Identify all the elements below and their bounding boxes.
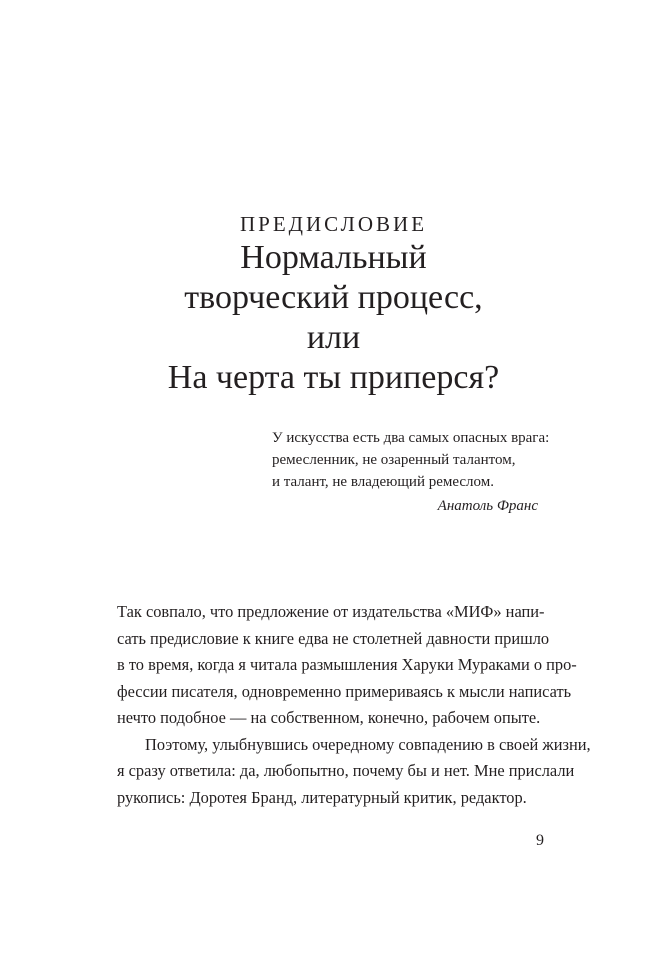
body-line: фессии писателя, одновременно примериваясь к мысли написать	[117, 681, 572, 701]
chapter-title-line-3: или	[306, 319, 361, 356]
body-line: я сразу ответила: да, любопытно, почему бы и нет. Мне прислали	[117, 761, 575, 780]
epigraph-author: Анатоль Франс	[437, 498, 538, 514]
chapter-header	[0, 210, 667, 398]
epigraph-line: У искусства есть два самых опасных врага:	[272, 430, 550, 446]
body-line: нечто подобное — на собственном, конечно, рабочем опыте.	[117, 708, 541, 727]
body-text	[117, 599, 591, 811]
epigraph-line: и талант, не владеющий ремеслом.	[272, 474, 494, 490]
epigraph	[272, 427, 550, 517]
body-line: рукопись: Доротея Бранд, литературный критик, редактор.	[117, 787, 527, 807]
chapter-title-line-4: На черта ты приперся?	[167, 359, 500, 396]
body-line: в то время, когда я читала размышления Харуки Мураками о про-	[117, 655, 577, 674]
chapter-title-line-2: творческий процесс,	[184, 279, 483, 316]
chapter-title-line-1: Нормальный	[240, 239, 427, 276]
page-number: 9	[536, 832, 544, 849]
body-line: сать предисловие к книге едва не столетней давности пришло	[117, 628, 550, 648]
epigraph-line: ремесленник, не озаренный талантом,	[272, 452, 516, 468]
body-line: Так совпало, что предложение от издательства «МИФ» напи-	[117, 602, 545, 621]
body-line: Поэтому, улыбнувшись очередному совпадению в своей жизни,	[145, 734, 591, 754]
section-label: ПРЕДИСЛОВИЕ	[239, 212, 428, 236]
